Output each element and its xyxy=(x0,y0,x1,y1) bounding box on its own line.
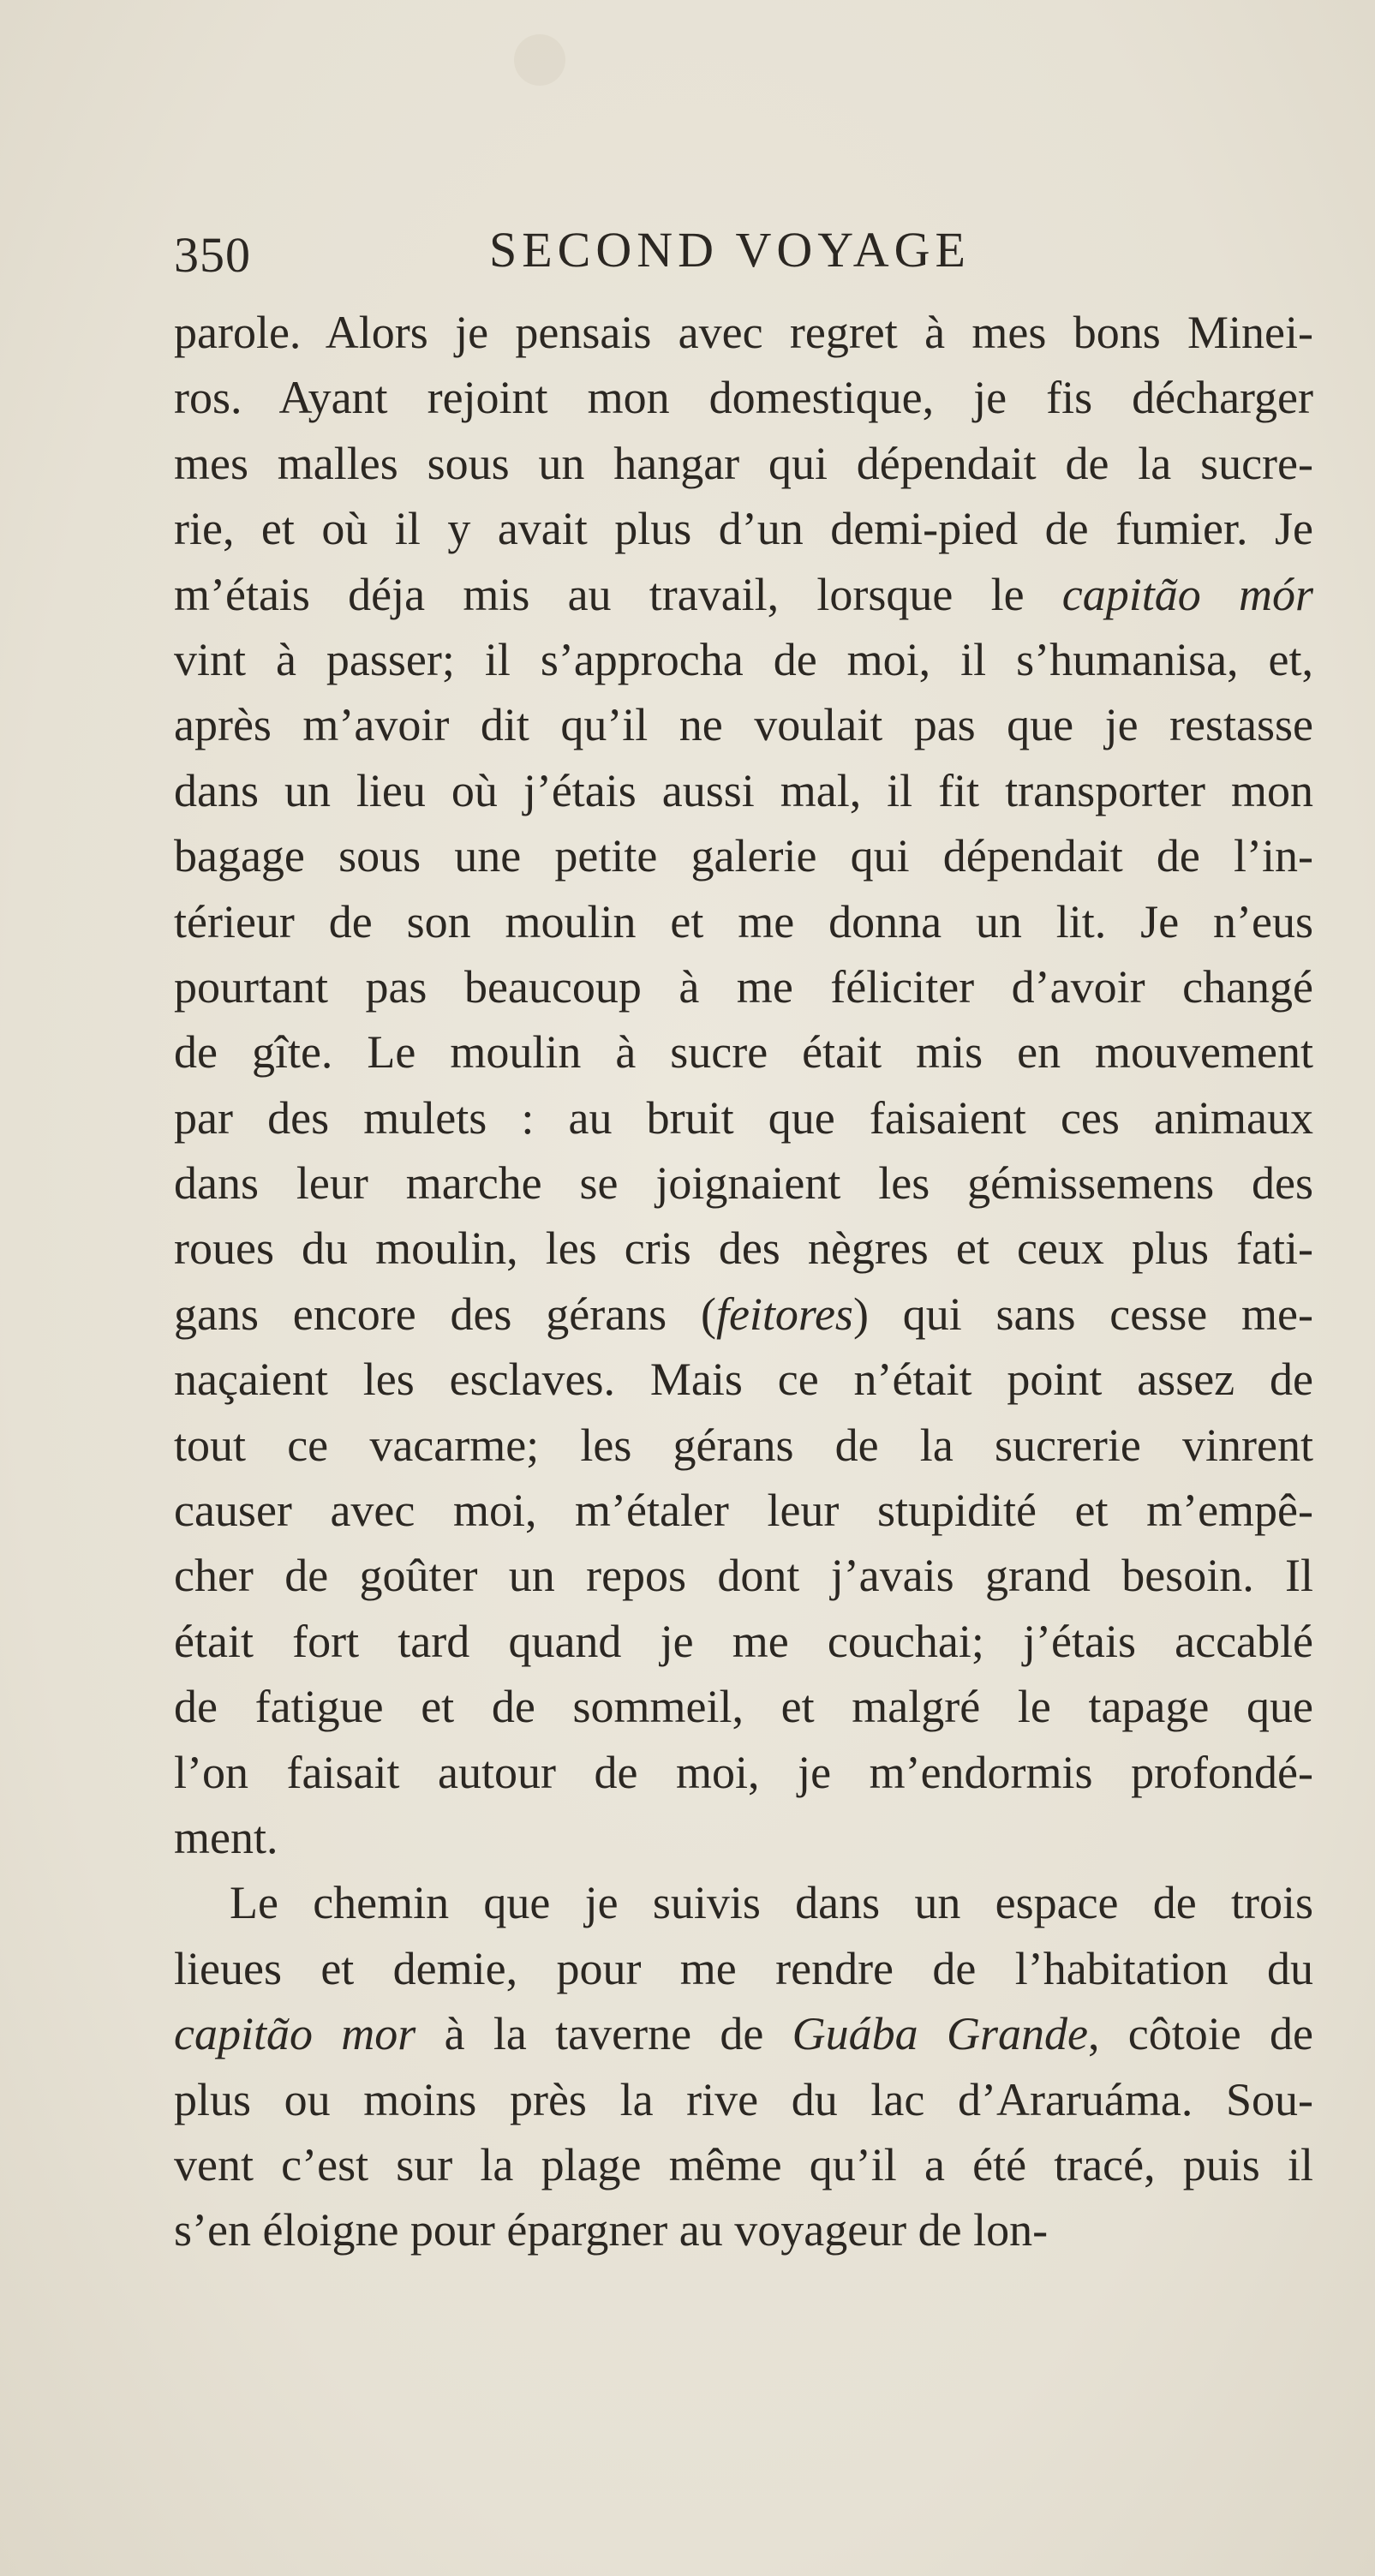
text-line: térieur de son moulin et me donna un lit. Je n’eus xyxy=(174,895,1313,947)
page-number: 350 xyxy=(174,227,251,283)
text-line: capitão mor à la taverne de Guába Grande, côtoie de xyxy=(174,2008,1313,2060)
paragraph xyxy=(174,300,1313,1870)
text-line: naçaient les esclaves. Mais ce n’était point assez de xyxy=(174,1354,1313,1406)
text-line: gans encore des gérans (feitores) qui sans cesse me- xyxy=(174,1288,1313,1340)
text-line: ros. Ayant rejoint mon domestique, je fis décharger xyxy=(174,372,1313,424)
paper-stain xyxy=(514,34,565,86)
text-line: ment. xyxy=(174,1811,278,1863)
text-line: vent c’est sur la plage même qu’il a été tracé, puis il xyxy=(174,2138,1313,2190)
text-line: de gîte. Le moulin à sucre était mis en mouvement xyxy=(174,1026,1313,1079)
page-header xyxy=(174,221,1039,290)
italic-term: Guába Grande xyxy=(792,2008,1088,2060)
text-line: était fort tard quand je me couchai; j’étais accablé xyxy=(174,1615,1313,1667)
text-line: de fatigue et de sommeil, et malgré le tapage que xyxy=(174,1681,1313,1733)
text-line: roues du moulin, les cris des nègres et ceux plus fati- xyxy=(174,1222,1313,1275)
text-line: parole. Alors je pensais avec regret à mes bons Minei- xyxy=(174,307,1313,358)
text-line: par des mulets : au bruit que faisaient ces animaux xyxy=(174,1091,1313,1144)
text-line: m’étais déja mis au travail, lorsque le capitão mór xyxy=(174,568,1313,620)
text-line: plus ou moins près la rive du lac d’Araruáma. Sou- xyxy=(174,2073,1313,2125)
text-line: s’en éloigne pour épargner au voyageur de lon- xyxy=(174,2204,1049,2256)
text-line: lieues et demie, pour me rendre de l’habitation du xyxy=(174,1942,1313,1994)
text-line: rie, et où il y avait plus d’un demi-pied de fumier. Je xyxy=(174,503,1313,555)
italic-term: feitores xyxy=(715,1288,853,1340)
paragraph xyxy=(174,1870,1313,2262)
text-line: tout ce vacarme; les gérans de la sucrerie vinrent xyxy=(174,1419,1313,1471)
running-head: SECOND VOYAGE xyxy=(489,222,971,278)
body-text xyxy=(174,300,1313,2263)
text-line: dans leur marche se joignaient les gémissemens des xyxy=(174,1157,1313,1210)
text-line: après m’avoir dit qu’il ne voulait pas que je restasse xyxy=(174,699,1313,751)
text-line: bagage sous une petite galerie qui dépendait de l’in- xyxy=(174,830,1313,882)
text-line: l’on faisait autour de moi, je m’endormis profondé- xyxy=(174,1746,1313,1798)
text-line: mes malles sous un hangar qui dépendait de la sucre- xyxy=(174,437,1313,489)
text-line: cher de goûter un repos dont j’avais grand besoin. Il xyxy=(174,1550,1313,1602)
text-line: dans un lieu où j’étais aussi mal, il fit transporter mon xyxy=(174,764,1313,816)
text-line: causer avec moi, m’étaler leur stupidité et m’empê- xyxy=(174,1485,1313,1537)
text-line: pourtant pas beaucoup à me féliciter d’avoir changé xyxy=(174,960,1313,1013)
italic-term: capitão mor xyxy=(174,2008,416,2060)
italic-term: capitão mór xyxy=(1061,568,1313,620)
text-line: vint à passer; il s’approcha de moi, il s’humanisa, et, xyxy=(174,633,1313,685)
text-line: Le chemin que je suivis dans un espace de trois xyxy=(230,1877,1313,1929)
